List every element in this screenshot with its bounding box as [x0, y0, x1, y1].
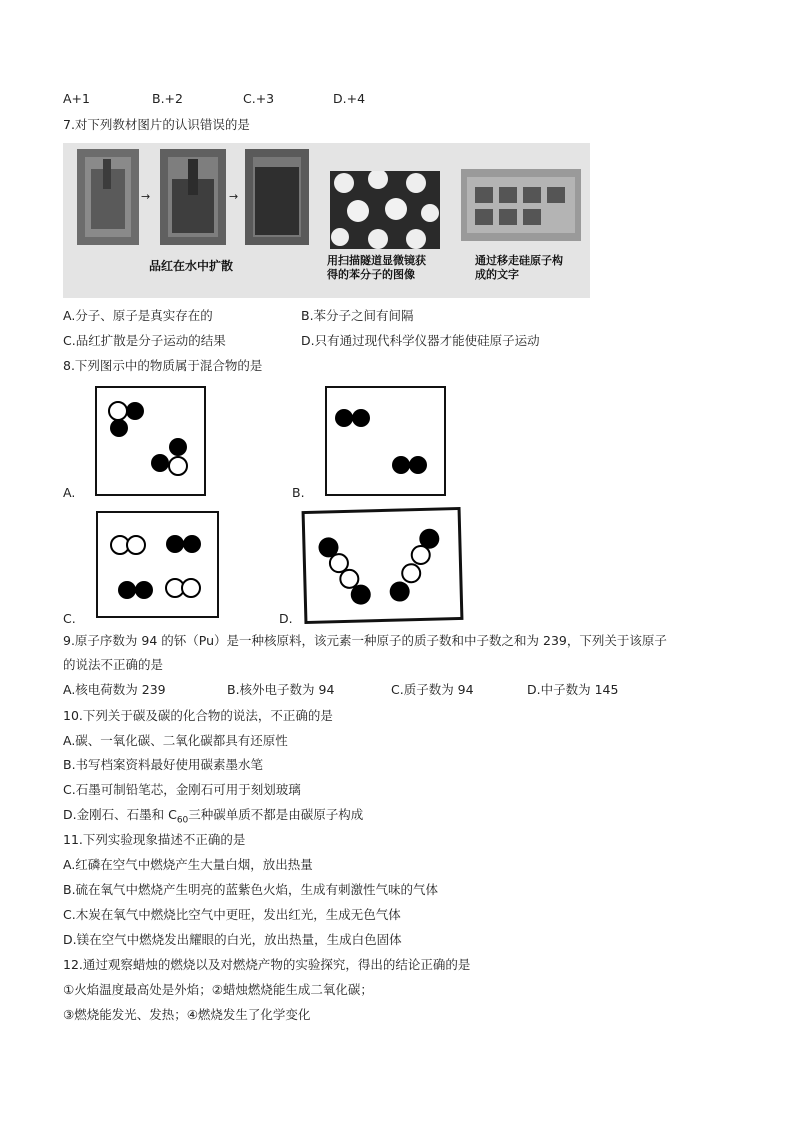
- caption-diffusion: 品红在水中扩散: [149, 259, 234, 273]
- q8-label-a: A.: [63, 485, 76, 500]
- q10-option-a: A.碳、一氧化碳、二氧化碳都具有还原性: [63, 733, 288, 748]
- particle-diagram-a: [95, 386, 206, 496]
- arrow-icon: →: [229, 190, 239, 203]
- q9-stem-line2: 的说法不正确的是: [63, 657, 164, 672]
- caption-benzene-line2: 得的苯分子的图像: [327, 268, 415, 281]
- q7-option-c: C.品红扩散是分子运动的结果: [63, 333, 226, 348]
- q12-stem: 12.通过观察蜡烛的燃烧以及对燃烧产物的实验探究，得出的结论正确的是: [63, 957, 471, 972]
- benzene-stm-photo: [330, 171, 440, 249]
- q10-stem: 10.下列关于碳及碳的化合物的说法，不正确的是: [63, 708, 333, 723]
- q11-stem: 11.下列实验现象描述不正确的是: [63, 832, 246, 847]
- q7-figure: [63, 143, 590, 298]
- silicon-atoms-photo: [461, 169, 581, 241]
- beaker-photo-1: [77, 149, 139, 245]
- q10-option-b: B.书写档案资料最好使用碳素墨水笔: [63, 757, 264, 772]
- q10-option-d: [63, 807, 363, 829]
- q8-label-c: C.: [63, 611, 76, 626]
- q9-option-b: B.核外电子数为 94: [227, 682, 335, 697]
- q11-option-d: D.镁在空气中燃烧发出耀眼的白光，放出热量，生成白色固体: [63, 932, 402, 947]
- q9-option-d: D.中子数为 145: [527, 682, 619, 697]
- particle-diagram-d: [302, 507, 464, 624]
- q7-option-d: D.只有通过现代科学仪器才能使硅原子运动: [301, 333, 540, 348]
- q9-stem-line1: 9.原子序数为 94 的钚（Pu）是一种核原料，该元素一种原子的质子数和中子数之和为 239，下列关于该原子: [63, 633, 667, 648]
- q8-stem: 8.下列图示中的物质属于混合物的是: [63, 358, 263, 373]
- q10-option-d-text-2: 三种碳单质不都是由碳原子构成: [188, 807, 364, 822]
- q12-statements-line2: ③燃烧能发光、发热；④燃烧发生了化学变化: [63, 1007, 311, 1022]
- arrow-icon: →: [141, 190, 151, 203]
- q7-option-a: A.分子、原子是真实存在的: [63, 308, 213, 323]
- q11-option-a: A.红磷在空气中燃烧产生大量白烟，放出热量: [63, 857, 313, 872]
- caption-silicon-line1: 通过移走硅原子构: [475, 254, 563, 267]
- q10-option-d-subscript: 60: [176, 815, 189, 826]
- q9-option-a: A.核电荷数为 239: [63, 682, 166, 697]
- q6-option-d: D.+4: [333, 91, 366, 106]
- q6-option-b: B.+2: [152, 91, 183, 106]
- q8-label-b: B.: [292, 485, 305, 500]
- q6-option-a: A+1: [63, 91, 90, 106]
- q10-option-c: C.石墨可制铅笔芯，金刚石可用于刻划玻璃: [63, 782, 301, 797]
- q7-option-b: B.苯分子之间有间隔: [301, 308, 414, 323]
- q9-option-c: C.质子数为 94: [391, 682, 474, 697]
- q12-statements-line1: ①火焰温度最高处是外焰；②蜡烛燃烧能生成二氧化碳；: [63, 982, 373, 997]
- q11-option-c: C.木炭在氧气中燃烧比空气中更旺，发出红光，生成无色气体: [63, 907, 401, 922]
- q8-label-d: D.: [279, 611, 293, 626]
- beaker-photo-2: [160, 149, 226, 245]
- caption-silicon-line2: 成的文字: [475, 268, 519, 281]
- particle-diagram-b: [325, 386, 446, 496]
- caption-benzene-line1: 用扫描隧道显微镜获: [327, 254, 426, 267]
- q7-stem: 7.对下列教材图片的认识错误的是: [63, 117, 250, 132]
- q10-option-d-text-1: D.金刚石、石墨和 C: [63, 807, 177, 822]
- beaker-photo-3: [245, 149, 309, 245]
- particle-diagram-c: [96, 511, 219, 618]
- q11-option-b: B.硫在氧气中燃烧产生明亮的蓝紫色火焰，生成有刺激性气味的气体: [63, 882, 439, 897]
- q6-option-c: C.+3: [243, 91, 275, 106]
